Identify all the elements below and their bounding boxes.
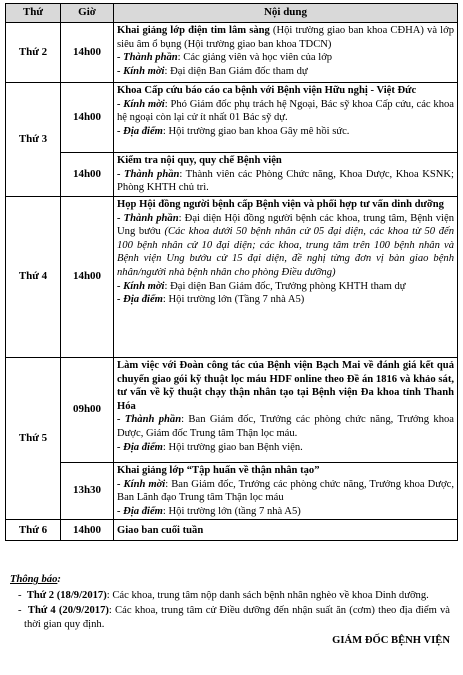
invite-line <box>117 478 454 505</box>
invite-label: - Kính mời <box>117 280 165 292</box>
day-cell: Thứ 6 <box>6 520 61 541</box>
schedule-table <box>5 3 458 541</box>
location-label: - Địa điểm <box>117 441 163 453</box>
invite-label: - Kính mời <box>117 65 165 77</box>
session-title: Khai giảng lớp “Tập huấn về thận nhân tạo” <box>117 465 320 476</box>
components-line <box>117 413 454 440</box>
invite-line <box>117 280 454 294</box>
components-text: : Thành viên các Phòng Chức năng, Khoa Dược, Khoa KSNK; Phòng KHTH chủ trì. <box>117 168 454 194</box>
time-cell: 14h00 <box>61 197 114 358</box>
header-row <box>6 4 458 23</box>
notice-text: : Các khoa, trung tâm nộp danh sách bệnh nhân nghèo về khoa Dinh dưỡng. <box>106 589 429 601</box>
location-line <box>117 293 454 307</box>
components-label: - Thành phần <box>117 212 179 224</box>
session-title: Kiểm tra nội quy, quy chế Bệnh viện <box>117 155 282 166</box>
session-title: Giao ban cuối tuần <box>117 524 204 536</box>
components-note: (Các khoa dưới 50 bệnh nhân cử 05 đại diện, các khoa từ 50 đến 100 bệnh nhân cử 10 đại diện; các khoa, trung tâm trên 100 bệnh nhân và Bệnh viện Ung bướu cử 15 đại diện, đề nghị từng đơn vị bàn giao bệnh nhân/người nhà bệnh nhân cho phòng Điều dưỡng) <box>117 226 455 278</box>
notice-lead: Thứ 4 (20/9/2017) <box>27 605 109 617</box>
schedule-row-thu <box>6 358 458 463</box>
components-text: : Đại diện Hội đồng người bệnh các khoa, trung tâm, Bệnh viện Ung bướu <box>117 212 454 238</box>
location-label: - Địa điểm <box>117 125 163 137</box>
content-cell <box>114 197 458 358</box>
location-label: - Địa điểm <box>117 294 163 306</box>
session-title: Khoa Cấp cứu báo cáo ca bệnh với Bệnh viện Hữu nghị - Việt Đức <box>117 85 417 96</box>
invite-label: - Kính mời <box>117 478 166 490</box>
session-title: Khai giảng lớp điện tim lâm sàng <box>117 25 270 36</box>
notices-section <box>10 573 450 648</box>
invite-text: : Ban Giám đốc, Trưởng các phòng chức năng, Trưởng khoa Dược, Ban Lãnh đạo Trung tâm Thận lọc máu <box>117 478 454 504</box>
time-cell: 14h00 <box>61 23 114 83</box>
notice-item: - Thứ 2 (18/9/2017): Các khoa, trung tâm nộp danh sách bệnh nhân nghèo về khoa Dinh dưỡng. <box>18 589 429 601</box>
components-line <box>117 168 454 195</box>
location-text: : Hội trường giao ban Bệnh viện. <box>162 441 303 453</box>
notices-heading-line: Thông báo: <box>10 574 61 585</box>
components-label: - Thành phần <box>117 414 182 426</box>
day-cell: Thứ 3 <box>6 83 61 197</box>
location-line <box>117 441 454 455</box>
content-cell <box>114 358 458 463</box>
components-label: - Thành phần <box>117 52 178 64</box>
components-text: : Các giảng viên và học viên của lớp <box>177 52 333 64</box>
location-text: : Hội trường lớn (Tầng 7 nhà A5) <box>162 294 305 306</box>
content-cell <box>114 520 458 541</box>
components-label: - Thành phần <box>117 168 180 180</box>
invite-line <box>117 98 454 125</box>
time-cell: 14h00 <box>61 83 114 153</box>
header-day: Thứ <box>6 4 61 23</box>
notice-item: - Thứ 4 (20/9/2017): Các khoa, trung tâm cử Điều dưỡng đến nhận suất ăn (cơm) theo địa điểm và thời gian quy định. <box>18 605 450 630</box>
content-cell <box>114 463 458 520</box>
session-title-extra: (Hội trường giao ban khoa CĐHA) và lớp siêu âm ổ bụng (Hội trường giao ban khoa TDCN) <box>117 25 454 50</box>
schedule-row-tue <box>6 83 458 153</box>
schedule-row-wed <box>6 197 458 358</box>
schedule-row-mon <box>6 23 458 83</box>
location-line <box>117 125 454 139</box>
content-cell <box>114 83 458 153</box>
invite-label: - Kính mời <box>117 98 165 110</box>
header-content: Nội dung <box>114 4 458 23</box>
invite-line <box>117 65 454 79</box>
components-text: : Ban Giám đốc, Trưởng các phòng chức năng, Trưởng khoa Dược, Giám đốc Trung tâm Thận lọc máu. <box>117 414 454 439</box>
notice-text: : Các khoa, trung tâm cử Điều dưỡng đến nhận suất ăn (cơm) theo địa điểm và thời gian quy định. <box>24 605 450 630</box>
time-cell: 09h00 <box>61 358 114 463</box>
invite-text: : Phó Giám đốc phụ trách hệ Ngoại, Bác sỹ khoa Cấp cứu, các khoa hệ ngoại còn lại cử ít nhất 01 Bác sỹ dự. <box>117 98 454 124</box>
location-label: - Địa điểm <box>117 505 163 517</box>
time-cell: 14h00 <box>61 153 114 197</box>
session-title: Làm việc với Đoàn công tác của Bệnh viện Bạch Mai về đánh giá kết quả chuyển giao gói kỹ thuật lọc máu HDF online theo Đề án 1816 và khảo sát, tư vấn về kỹ thuật chạy thận nhân tạo tại Bệnh viện Đa khoa tỉnh Thanh Hóa <box>117 360 454 412</box>
signature: GIÁM ĐỐC BỆNH VIỆN <box>332 635 450 647</box>
schedule-row-fri <box>6 520 458 541</box>
content-cell <box>114 23 458 83</box>
location-line <box>117 505 454 519</box>
day-cell: Thứ 5 <box>6 358 61 520</box>
content-cell <box>114 153 458 197</box>
session-title: Họp Hội đồng người bệnh cấp Bệnh viện và phối hợp tư vấn dinh dưỡng <box>117 199 444 210</box>
location-text: : Hội trường lớn (tầng 7 nhà A5) <box>162 505 301 517</box>
notice-lead: Thứ 2 (18/9/2017) <box>26 589 107 601</box>
components-line <box>117 51 454 65</box>
invite-text: : Đại diện Ban Giám đốc tham dự <box>164 65 308 77</box>
header-time: Giờ <box>61 4 114 23</box>
time-cell: 14h00 <box>61 520 114 541</box>
day-cell: Thứ 2 <box>6 23 61 83</box>
schedule-row-tue-2 <box>6 153 458 197</box>
invite-text: : Đại diện Ban Giám đốc, Trưởng phòng KHTH tham dự <box>164 280 406 292</box>
notices-heading: Thông báo <box>10 574 58 585</box>
location-text: : Hội trường giao ban khoa Gây mê hồi sức. <box>162 125 350 137</box>
time-cell: 13h30 <box>61 463 114 520</box>
day-cell: Thứ 4 <box>6 197 61 358</box>
schedule-row-thu-2 <box>6 463 458 520</box>
components-line <box>117 212 454 280</box>
